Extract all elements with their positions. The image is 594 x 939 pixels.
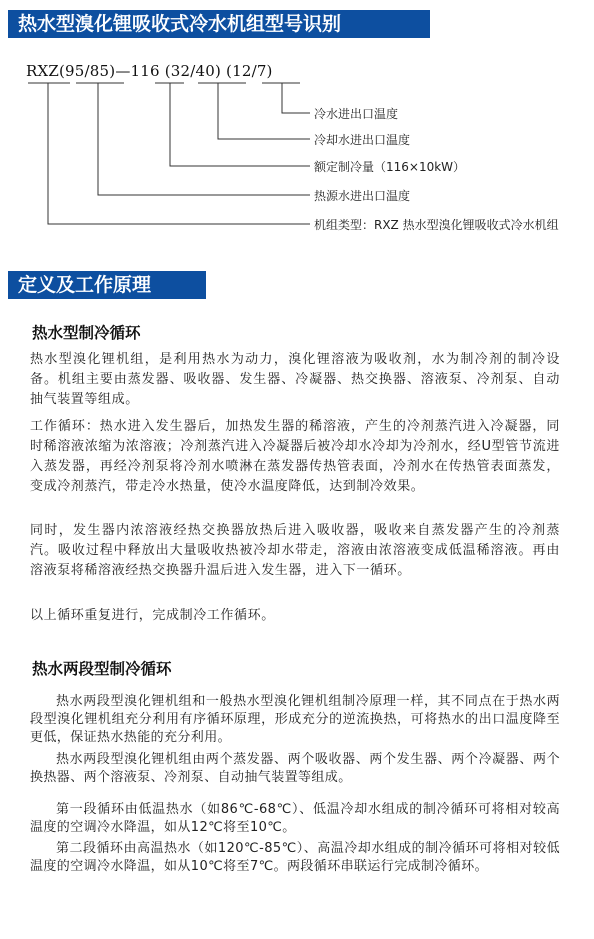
bracket-line-capacity [170,83,310,166]
legend-heat-source-temp: 热源水进出口温度 [314,189,411,203]
legend-rated-capacity: 额定制冷量（116×10kW） [314,160,466,174]
paragraph-work-cycle: 工作循环：热水进入发生器后，加热发生器的稀溶液，产生的冷剂蒸汽进入冷凝器，同时稀溶液浓缩为浓溶液；冷剂蒸汽进入冷凝器后被冷却水冷却为冷剂水，经U型管节流进入蒸发器，再经冷剂泵将冷剂水喷淋在蒸发器传热管表面，冷剂水在传热管表面蒸发，变成冷剂蒸汽，带走冷水热量，使冷水温度降低，达到制冷效果。 [30,419,560,494]
bracket-line-cold-water [282,83,310,113]
model-code: RXZ(95/85)—116 (32/40) (12/7) [26,62,273,80]
section-title-model-identification: 热水型溴化锂吸收式冷水机组型号识别 [8,10,430,38]
model-code-bracket-lines [0,0,594,240]
subsection-title-hot-water-cycle: 热水型制冷循环 [32,324,141,342]
legend-cold-water-temp: 冷水进出口温度 [314,107,399,121]
paragraph-absorption: 同时，发生器内浓溶液经热交换器放热后进入吸收器，吸收来自蒸发器产生的冷剂蒸汽。吸收过程中释放出大量吸收热被冷却水带走，溶液由浓溶液变成低温稀溶液。再由溶液泵将稀溶液经热交换器升温后进入发生器，进入下一循环。 [30,523,560,578]
bracket-line-cooling-water [218,83,310,139]
paragraph-two-stage-components: 热水两段型溴化锂机组由两个蒸发器、两个吸收器、两个发生器、两个冷凝器、两个换热器、两个溶液泵、冷剂泵、自动抽气装置等组成。 [30,752,560,785]
subsection-title-two-stage-cycle: 热水两段型制冷循环 [32,660,172,678]
bracket-line-unit-type [48,83,310,224]
paragraph-second-stage: 第二段循环由高温热水（如120℃-85℃）、高温冷却水组成的制冷循环可将相对较低温度的空调冷水降温，如从10℃将至7℃。两段循环串联运行完成制冷循环。 [30,841,560,874]
paragraph-intro: 热水型溴化锂机组，是利用热水为动力，溴化锂溶液为吸收剂，水为制冷剂的制冷设备。机组主要由蒸发器、吸收器、发生器、冷凝器、热交换器、溶液泵、冷剂泵、自动抽气装置等组成。 [30,352,560,407]
legend-cooling-water-temp: 冷却水进出口温度 [314,133,411,147]
legend-unit-type: 机组类型：RXZ 热水型溴化锂吸收式冷水机组 [314,218,559,232]
section-title-definition-principle: 定义及工作原理 [8,271,206,299]
paragraph-two-stage-intro: 热水两段型溴化锂机组和一般热水型溴化锂机组制冷原理一样，其不同点在于热水两段型溴化锂机组充分利用有序循环原理，形成充分的逆流换热，可将热水的出口温度降至更低，保证热水热能的充分利用。 [30,694,560,745]
paragraph-first-stage: 第一段循环由低温热水（如86℃-68℃）、低温冷却水组成的制冷循环可将相对较高温度的空调冷水降温，如从12℃将至10℃。 [30,802,560,835]
paragraph-repeat: 以上循环重复进行，完成制冷工作循环。 [30,608,275,623]
